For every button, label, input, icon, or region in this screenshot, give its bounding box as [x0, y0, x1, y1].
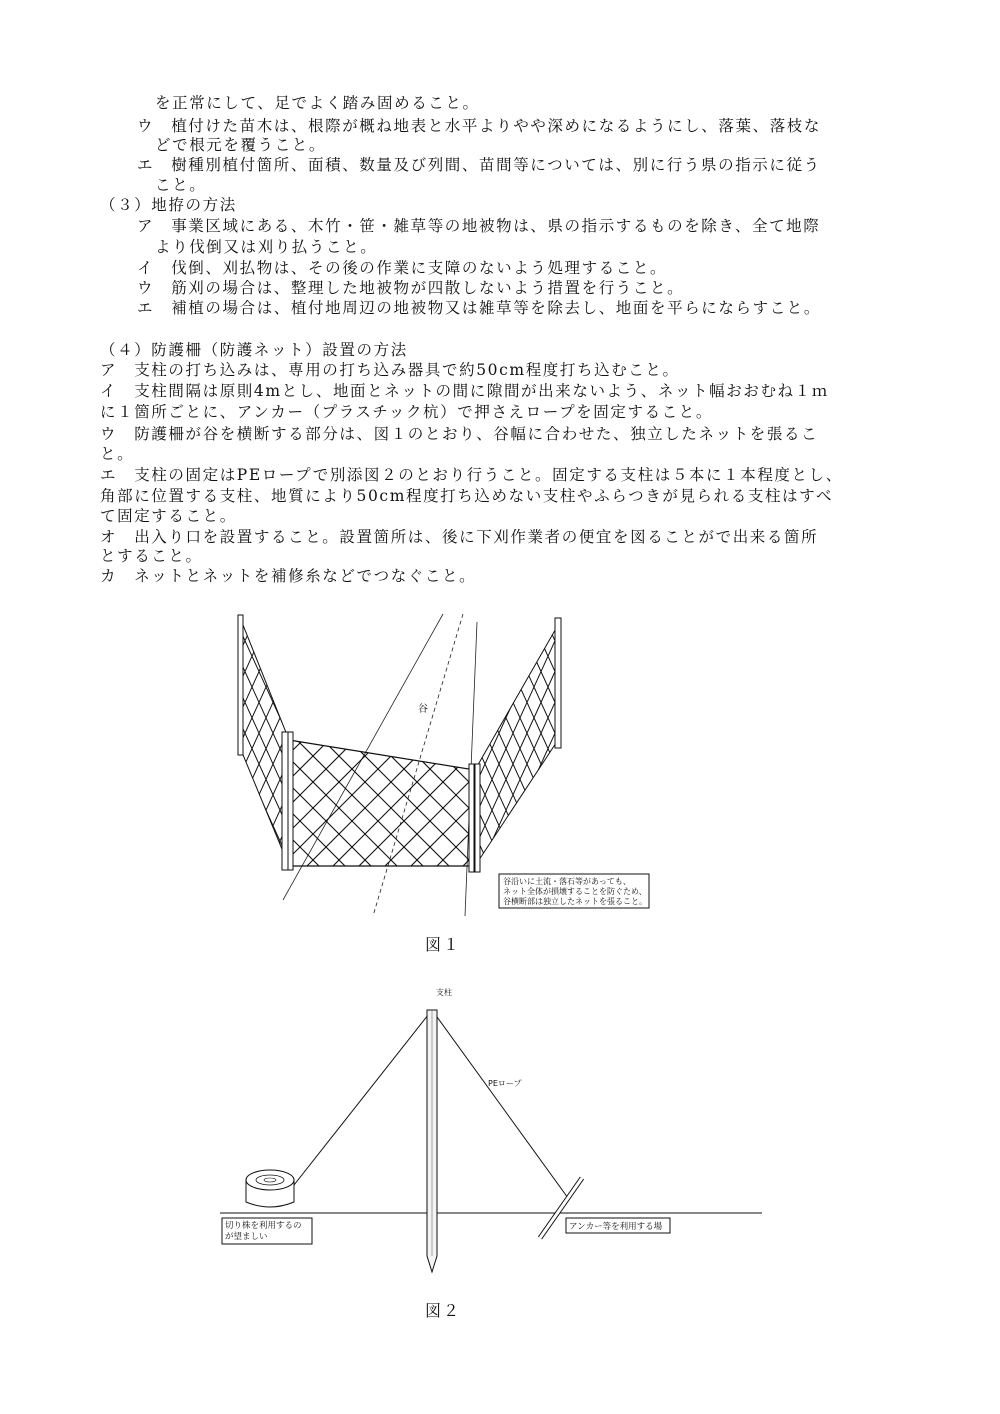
net-mesh-line [225, 610, 230, 880]
net-mesh-line [679, 610, 685, 880]
text-line: イ 伐倒、刈払物は、その後の作業に支障のないよう処理すること。 [137, 259, 668, 277]
figure-1-note-line: 谷横断部は独立したネットを張ること。 [503, 897, 647, 906]
net-mesh-line [483, 610, 606, 880]
net-mesh-line [609, 610, 685, 880]
text-line: を正常にして、足でよく踏み固めること。 [155, 94, 480, 112]
net-mesh-line [599, 730, 685, 875]
text-line: オ 出入り口を設置すること。設置箇所は、後に下刈作業者の便宜を図ることがで出来る箇所 [100, 528, 819, 546]
text-line: エ 支柱の固定はPEロープで別添図２のとおり行うこと。固定する支柱は５本に１本程度とし、 [100, 466, 843, 484]
text-line: と。 [100, 445, 135, 463]
net-mesh-line [391, 730, 536, 875]
net-mesh-line [567, 610, 685, 880]
net-mesh-line [225, 610, 231, 880]
net-mesh-line [681, 610, 685, 880]
net-mesh-line [521, 730, 666, 875]
text-line: 角部に位置する支柱、地質により50cm程度打ち込めない支柱やふらつきが見られる支柱はすべ [100, 487, 834, 505]
net-mesh-line [636, 730, 685, 875]
net-mesh-line [600, 610, 685, 880]
net-mesh-line [417, 730, 562, 875]
text-line: ウ 防護柵が谷を横断する部分は、図１のとおり、谷幅に合わせた、独立したネットを張るこ [100, 425, 819, 443]
net-mesh-line [247, 610, 370, 880]
net-mesh-line [502, 610, 625, 880]
net-mesh-line [443, 610, 566, 880]
stump-note-line: が望ましい [225, 1232, 268, 1242]
text-line: ウ 植付けた苗木は、根際が概ね地表と水平よりやや深めになるようにし、落葉、落枝な [137, 117, 822, 135]
figure-2-caption: 図２ [425, 1301, 462, 1320]
net-mesh-line [651, 730, 685, 875]
net-mesh-line [290, 610, 413, 880]
center-net-panel [225, 730, 685, 875]
net-mesh-line [343, 610, 466, 880]
net-mesh-line [287, 610, 410, 880]
section-heading: （３）地拵の方法 [100, 196, 237, 214]
net-mesh-line [360, 610, 483, 880]
figure-2-post-anchoring-diagram [210, 980, 770, 1280]
net-mesh-line [272, 730, 417, 875]
net-mesh-line [401, 610, 524, 880]
net-mesh-line [324, 730, 469, 875]
figure-1-note-line: ネット全体が損壊することを防ぐため、 [503, 887, 647, 896]
net-mesh-line [668, 610, 685, 880]
post [282, 732, 288, 870]
net-mesh-line [317, 610, 440, 880]
text-line: ア 支柱の打ち込みは、専用の打ち込み器具で約50cm程度打ち込むこと。 [100, 361, 680, 379]
net-mesh-line [597, 610, 685, 880]
net-mesh-line [570, 610, 685, 880]
net-mesh-line [432, 610, 555, 880]
text-line: カ ネットとネットを補修糸などでつなぐこと。 [100, 567, 477, 585]
net-mesh-line [530, 610, 653, 880]
figure-1-caption: 図１ [425, 935, 462, 954]
text-line: こと。 [155, 176, 207, 194]
net-mesh-line [225, 730, 287, 875]
pe-rope-right [432, 1010, 568, 1198]
net-mesh-line [667, 610, 685, 880]
net-mesh-line [225, 610, 233, 880]
net-mesh-line [573, 730, 685, 875]
net-mesh-line [598, 610, 685, 880]
net-mesh-line [610, 730, 685, 875]
net-mesh-line [516, 610, 639, 880]
net-mesh-line [628, 610, 685, 880]
post-label: 支柱 [436, 988, 452, 997]
net-mesh-line [376, 730, 521, 875]
tree-stump [246, 1170, 294, 1207]
net-mesh-line [427, 610, 550, 880]
net-mesh-line [429, 610, 552, 880]
net-mesh-line [572, 610, 685, 880]
net-mesh-line [595, 610, 685, 880]
net-mesh-line [444, 610, 567, 880]
net-mesh-line [547, 730, 685, 875]
net-mesh-line [225, 610, 228, 880]
net-mesh-line [399, 610, 522, 880]
net-mesh-line [611, 610, 685, 880]
net-mesh-line [331, 610, 454, 880]
text-line: に１箇所ごとに、アンカー（プラスチック杭）で押さえロープを固定すること。 [100, 403, 713, 421]
right-net-panel [225, 610, 685, 880]
net-mesh-line [581, 610, 685, 880]
net-mesh-line [670, 610, 685, 880]
net-mesh-line [390, 610, 513, 880]
net-mesh-line [225, 610, 270, 880]
net-mesh-line [225, 730, 235, 875]
net-mesh-line [469, 610, 592, 880]
net-mesh-line [555, 610, 678, 880]
net-mesh-line [612, 610, 685, 880]
text-line: どで根元を覆うこと。 [155, 136, 327, 154]
net-mesh-line [532, 730, 677, 875]
net-mesh-line [642, 610, 685, 880]
net-mesh-line [586, 610, 685, 880]
text-line: とすること。 [100, 547, 203, 565]
text-line: ウ 筋刈の場合は、整理した地被物が四散しないよう措置を行うこと。 [137, 279, 685, 297]
net-mesh-line [553, 610, 676, 880]
net-mesh-line [640, 610, 685, 880]
post [288, 732, 293, 870]
post [238, 615, 243, 755]
net-mesh-line [614, 610, 685, 880]
net-mesh-line [527, 610, 650, 880]
post [475, 764, 480, 872]
net-mesh-line [513, 610, 636, 880]
net-mesh-line [677, 730, 685, 875]
net-mesh-line [233, 610, 356, 880]
net-mesh-line [345, 610, 468, 880]
left-net-panel [225, 610, 685, 880]
net-mesh-line [225, 610, 247, 880]
net-mesh-line [506, 730, 651, 875]
pe-rope-left [294, 1010, 432, 1185]
net-mesh-line [248, 610, 371, 880]
net-mesh-line [544, 610, 667, 880]
net-mesh-line [250, 610, 373, 880]
net-mesh-line [225, 610, 284, 880]
net-mesh-line [443, 730, 588, 875]
pe-rope-label: PEロープ [488, 1079, 522, 1088]
figure-1-net-diagram [225, 600, 685, 930]
net-mesh-line [334, 610, 457, 880]
net-mesh-line [346, 610, 469, 880]
valley-label: 谷 [418, 704, 428, 715]
net-mesh-line [357, 610, 480, 880]
net-mesh-line [276, 610, 399, 880]
text-line: エ 樹種別植付箇所、面積、数量及び列間、苗間等については、別に行う県の指示に従う [137, 156, 821, 174]
net-mesh-line [485, 610, 608, 880]
net-mesh-line [626, 610, 685, 880]
net-mesh-line [637, 610, 685, 880]
post [469, 764, 474, 872]
net-mesh-line [480, 730, 625, 875]
net-mesh-line [654, 610, 685, 880]
net-mesh-line [651, 610, 685, 880]
net-mesh-line [639, 610, 685, 880]
net-mesh-line [583, 610, 685, 880]
net-mesh-line [329, 610, 452, 880]
section-heading: （４）防護柵（防護ネット）設置の方法 [100, 341, 408, 359]
net-mesh-line [511, 610, 634, 880]
net-mesh-line [428, 730, 573, 875]
net-mesh-line [653, 610, 685, 880]
valley-line [283, 614, 443, 900]
text-line: エ 補植の場合は、植付地周辺の地被物又は雑草等を除去し、地面を平らにならすこと。 [137, 299, 822, 317]
net-mesh-line [306, 610, 429, 880]
net-mesh-line [320, 610, 443, 880]
net-mesh-line [332, 610, 455, 880]
net-mesh-line [584, 610, 685, 880]
net-mesh-line [682, 610, 685, 880]
net-mesh-line [684, 610, 685, 880]
post [555, 618, 561, 748]
text-line: ア 事業区域にある、木竹・笹・雑草等の地被物は、県の指示するものを除き、全て地際 [137, 217, 821, 235]
stump-note-line: 切り株を利用するの [225, 1221, 302, 1231]
net-mesh-line [558, 730, 685, 875]
text-line: イ 支柱間隔は原則4mとし、地面とネットの間に隙間が出来ないよう、ネット幅おおむね１ｍ [100, 382, 829, 400]
text-line: より伐倒又は刈り払うこと。 [155, 238, 378, 256]
text-line: て固定すること。 [100, 507, 237, 525]
net-mesh-line [348, 610, 471, 880]
net-mesh-line [656, 610, 685, 880]
net-mesh-line [665, 610, 685, 880]
net-mesh-line [313, 730, 458, 875]
net-mesh-line [569, 610, 685, 880]
net-mesh-line [625, 730, 685, 875]
net-mesh-line [558, 610, 681, 880]
net-mesh-line [556, 610, 679, 880]
net-mesh-line [625, 610, 685, 880]
net-mesh-line [298, 730, 443, 875]
net-mesh-line [446, 610, 569, 880]
net-mesh-line [278, 610, 401, 880]
figure-1-note-line: 谷沿いに土流・落石等があっても、 [503, 877, 631, 886]
anchor-note: アンカー等を利用する場 [569, 1222, 663, 1232]
net-mesh-line [584, 730, 685, 875]
net-mesh-line [488, 610, 611, 880]
net-mesh-line [623, 610, 685, 880]
net-mesh-line [245, 610, 368, 880]
net-mesh-line [225, 610, 286, 880]
